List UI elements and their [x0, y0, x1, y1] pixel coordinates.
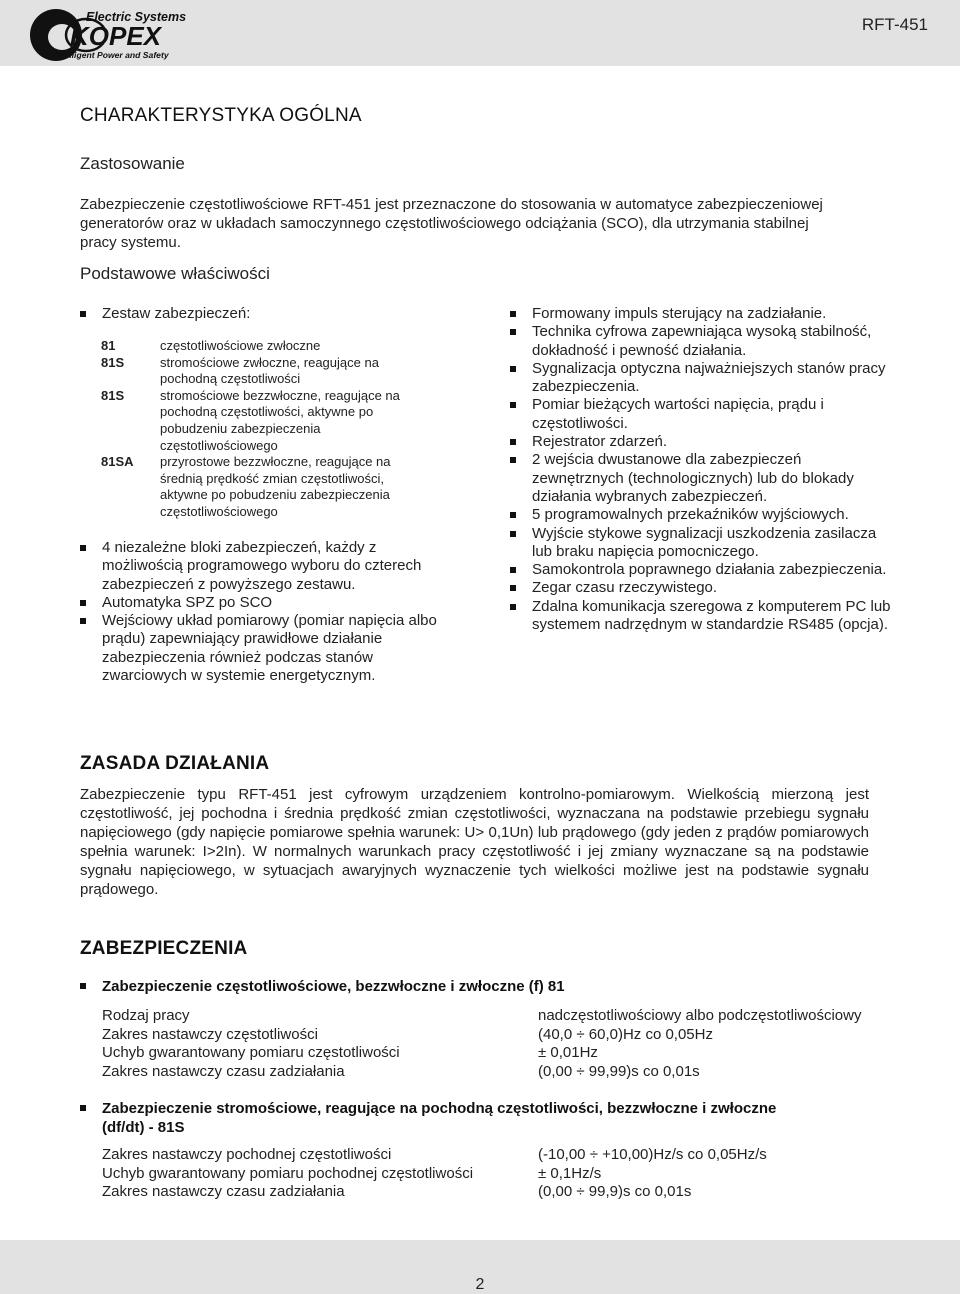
list-item: Zdalna komunikacja szeregowa z komputerem PC lub systemem nadrzędnym w standardzie RS485 (opcja). — [510, 598, 895, 635]
bullet-icon — [80, 600, 86, 606]
bullet-icon — [510, 402, 516, 408]
param-value: ± 0,01Hz — [538, 1044, 598, 1062]
table-row — [102, 1165, 767, 1184]
protection-code: 81S — [101, 354, 125, 370]
list-item: Pomiar bieżących wartości napięcia, prądu i częstotliwości. — [510, 396, 895, 433]
bullet-icon — [80, 1105, 86, 1111]
protection-code: 81SA — [101, 454, 134, 470]
table-row — [101, 454, 420, 520]
bullet-icon — [510, 512, 516, 518]
block1-title: Zabezpieczenie częstotliwościowe, bezzwłoczne i zwłoczne (f) 81 — [102, 978, 565, 995]
page-number: 2 — [475, 1276, 485, 1293]
protection-description: stromościowe zwłoczne, reagujące na pochodną częstotliwości — [160, 354, 379, 387]
param-value: nadczęstotliwościowy albo podczęstotliwościowy — [538, 1007, 862, 1024]
protection-description: częstotliwościowe zwłoczne — [160, 338, 321, 353]
logo-tagline-top: Electric Systems — [86, 10, 187, 24]
subsection-title-zastosowanie: Zastosowanie — [80, 154, 185, 173]
param-value: ± 0,1Hz/s — [538, 1164, 602, 1182]
section-title-zabezpieczenia: ZABEZPIECZENIA — [80, 938, 248, 959]
bullet-icon — [510, 366, 516, 372]
table-row — [102, 1044, 861, 1063]
section-title-zasada: ZASADA DZIAŁANIA — [80, 753, 270, 774]
bullet-icon — [510, 531, 516, 537]
param-value: (0,00 ÷ 99,99)s co 0,01s — [538, 1063, 700, 1081]
list-item: Samokontrola poprawnego działania zabezpieczenia. — [510, 561, 895, 579]
list-item: Sygnalizacja optyczna najważniejszych stanów pracy zabezpieczenia. — [510, 360, 895, 397]
zastosowanie-line: generatorów oraz w układach samoczynnego częstotliwościowego odciążania (SCO), dla utrzymania stabilnej — [80, 215, 809, 232]
list-item: Wejściowy układ pomiarowy (pomiar napięcia albo prądu) zapewniający prawidłowe działanie zabezpieczenia również podczas stanów zwarciowych w systemie energetycznym. — [80, 612, 455, 685]
block2-title — [102, 1099, 776, 1137]
table-row — [101, 388, 420, 454]
page-header — [0, 0, 960, 66]
param-label: Uchyb gwarantowany pomiaru częstotliwości — [102, 1044, 400, 1062]
subsection-title-podstawowe: Podstawowe właściwości — [80, 264, 270, 283]
list-item: 5 programowalnych przekaźników wyjściowych. — [510, 506, 895, 524]
param-label: Uchyb gwarantowany pomiaru pochodnej częstotliwości — [102, 1164, 474, 1182]
document-code: RFT-451 — [861, 15, 928, 34]
protection-code: 81S — [101, 387, 125, 403]
bullet-icon — [510, 567, 516, 573]
bullet-icon — [510, 329, 516, 335]
param-label: Zakres nastawczy częstotliwości — [102, 1025, 318, 1043]
list-item: Automatyka SPZ po SCO — [80, 594, 455, 612]
block2-title-line: (df/dt) - 81S — [102, 1119, 185, 1136]
logo-tagline-bottom: Intelligent Power and Safety — [54, 50, 169, 60]
param-label: Zakres nastawczy pochodnej częstotliwości — [102, 1146, 392, 1163]
protection-description: stromościowe bezzwłoczne, reagujące na pochodną częstotliwości, aktywne po pobudzeniu zabezpieczenia częstotliwościowego — [160, 387, 400, 453]
features-left-bullets — [80, 539, 455, 685]
param-label: Zakres nastawczy czasu zadziałania — [102, 1063, 345, 1081]
param-value: (40,0 ÷ 60,0)Hz co 0,05Hz — [538, 1025, 713, 1043]
table-row — [101, 355, 420, 388]
features-left-column — [80, 305, 480, 323]
block1-params-table — [102, 1007, 861, 1082]
zestaw-label: Zestaw zabezpieczeń: — [102, 305, 251, 322]
list-item: Technika cyfrowa zapewniająca wysoką stabilność, dokładność i pewność działania. — [510, 323, 895, 360]
zasada-paragraph: Zabezpieczenie typu RFT-451 jest cyfrowym urządzeniem kontrolno-pomiarowym. Wielkością mierzoną jest częstotliwość, jej pochodna i średnia prędkość zmian częstotliwości, wyznaczana na podstawie przebiegu sygnału napięciowego (gdy napięcie pomiarowe spełnia warunek: U> 0,1Un) lub prądowego (gdy jeden z prądów pomiarowych spełnia warunek: I>2In). W normalnych warunkach pracy częstotliwość i jej zmiany wyznaczane są na podstawie sygnału napięciowego, w sytuacjach awaryjnych wyznaczenie tych wielkości możliwe jest na podstawie sygnału prądowego. — [80, 786, 869, 898]
codes-table — [101, 338, 420, 521]
bullet-icon — [80, 311, 86, 317]
param-label: Rodzaj pracy — [102, 1007, 190, 1024]
zastosowanie-line: pracy systemu. — [80, 234, 181, 251]
protection-code: 81 — [101, 338, 116, 353]
table-row — [102, 1007, 861, 1026]
block2-params-table — [102, 1146, 767, 1202]
logo-brand: KOPEX — [70, 21, 162, 51]
list-item — [80, 305, 480, 323]
protection-description: przyrostowe bezzwłoczne, reagujące na średnią prędkość zmian częstotliwości, aktywne po pobudzeniu zabezpieczenia częstotliwościowego — [160, 454, 391, 519]
list-item: Formowany impuls sterujący na zadziałanie. — [510, 305, 895, 323]
kopex-logo — [28, 4, 198, 62]
features-right-column — [510, 305, 895, 634]
zastosowanie-paragraph — [80, 195, 880, 252]
param-value: (0,00 ÷ 99,9)s co 0,01s — [538, 1183, 692, 1201]
param-value: (-10,00 ÷ +10,00)Hz/s co 0,05Hz/s — [538, 1146, 767, 1163]
table-row — [102, 1026, 861, 1045]
bullet-icon — [80, 545, 86, 551]
list-item: Rejestrator zdarzeń. — [510, 433, 895, 451]
bullet-icon — [510, 457, 516, 463]
list-item: 4 niezależne bloki zabezpieczeń, każdy z możliwością programowego wyboru do czterech zabezpieczeń z powyższego zestawu. — [80, 539, 455, 594]
section-title-charakterystyka: CHARAKTERYSTYKA OGÓLNA — [80, 105, 362, 126]
list-item: Wyjście stykowe sygnalizacji uszkodzenia zasilacza lub braku napięcia pomocniczego. — [510, 525, 895, 562]
bullet-icon — [510, 585, 516, 591]
table-row — [102, 1183, 767, 1202]
list-item: 2 wejścia dwustanowe dla zabezpieczeń zewnętrznych (technologicznych) lub do blokady działania wybranych zabezpieczeń. — [510, 451, 895, 506]
bullet-icon — [80, 983, 86, 989]
list-item: Zegar czasu rzeczywistego. — [510, 579, 895, 597]
table-row — [102, 1063, 861, 1082]
table-row — [102, 1146, 767, 1165]
block2-title-line: Zabezpieczenie stromościowe, reagujące na pochodną częstotliwości, bezzwłoczne i zwłoczne — [102, 1100, 777, 1117]
bullet-icon — [510, 604, 516, 610]
bullet-icon — [510, 439, 516, 445]
bullet-icon — [510, 311, 516, 317]
param-label: Zakres nastawczy czasu zadziałania — [102, 1183, 345, 1201]
table-row — [101, 338, 420, 355]
bullet-icon — [80, 618, 86, 624]
zastosowanie-line: Zabezpieczenie częstotliwościowe RFT-451 jest przeznaczone do stosowania w automatyce zabezpieczeniowej — [80, 196, 823, 213]
